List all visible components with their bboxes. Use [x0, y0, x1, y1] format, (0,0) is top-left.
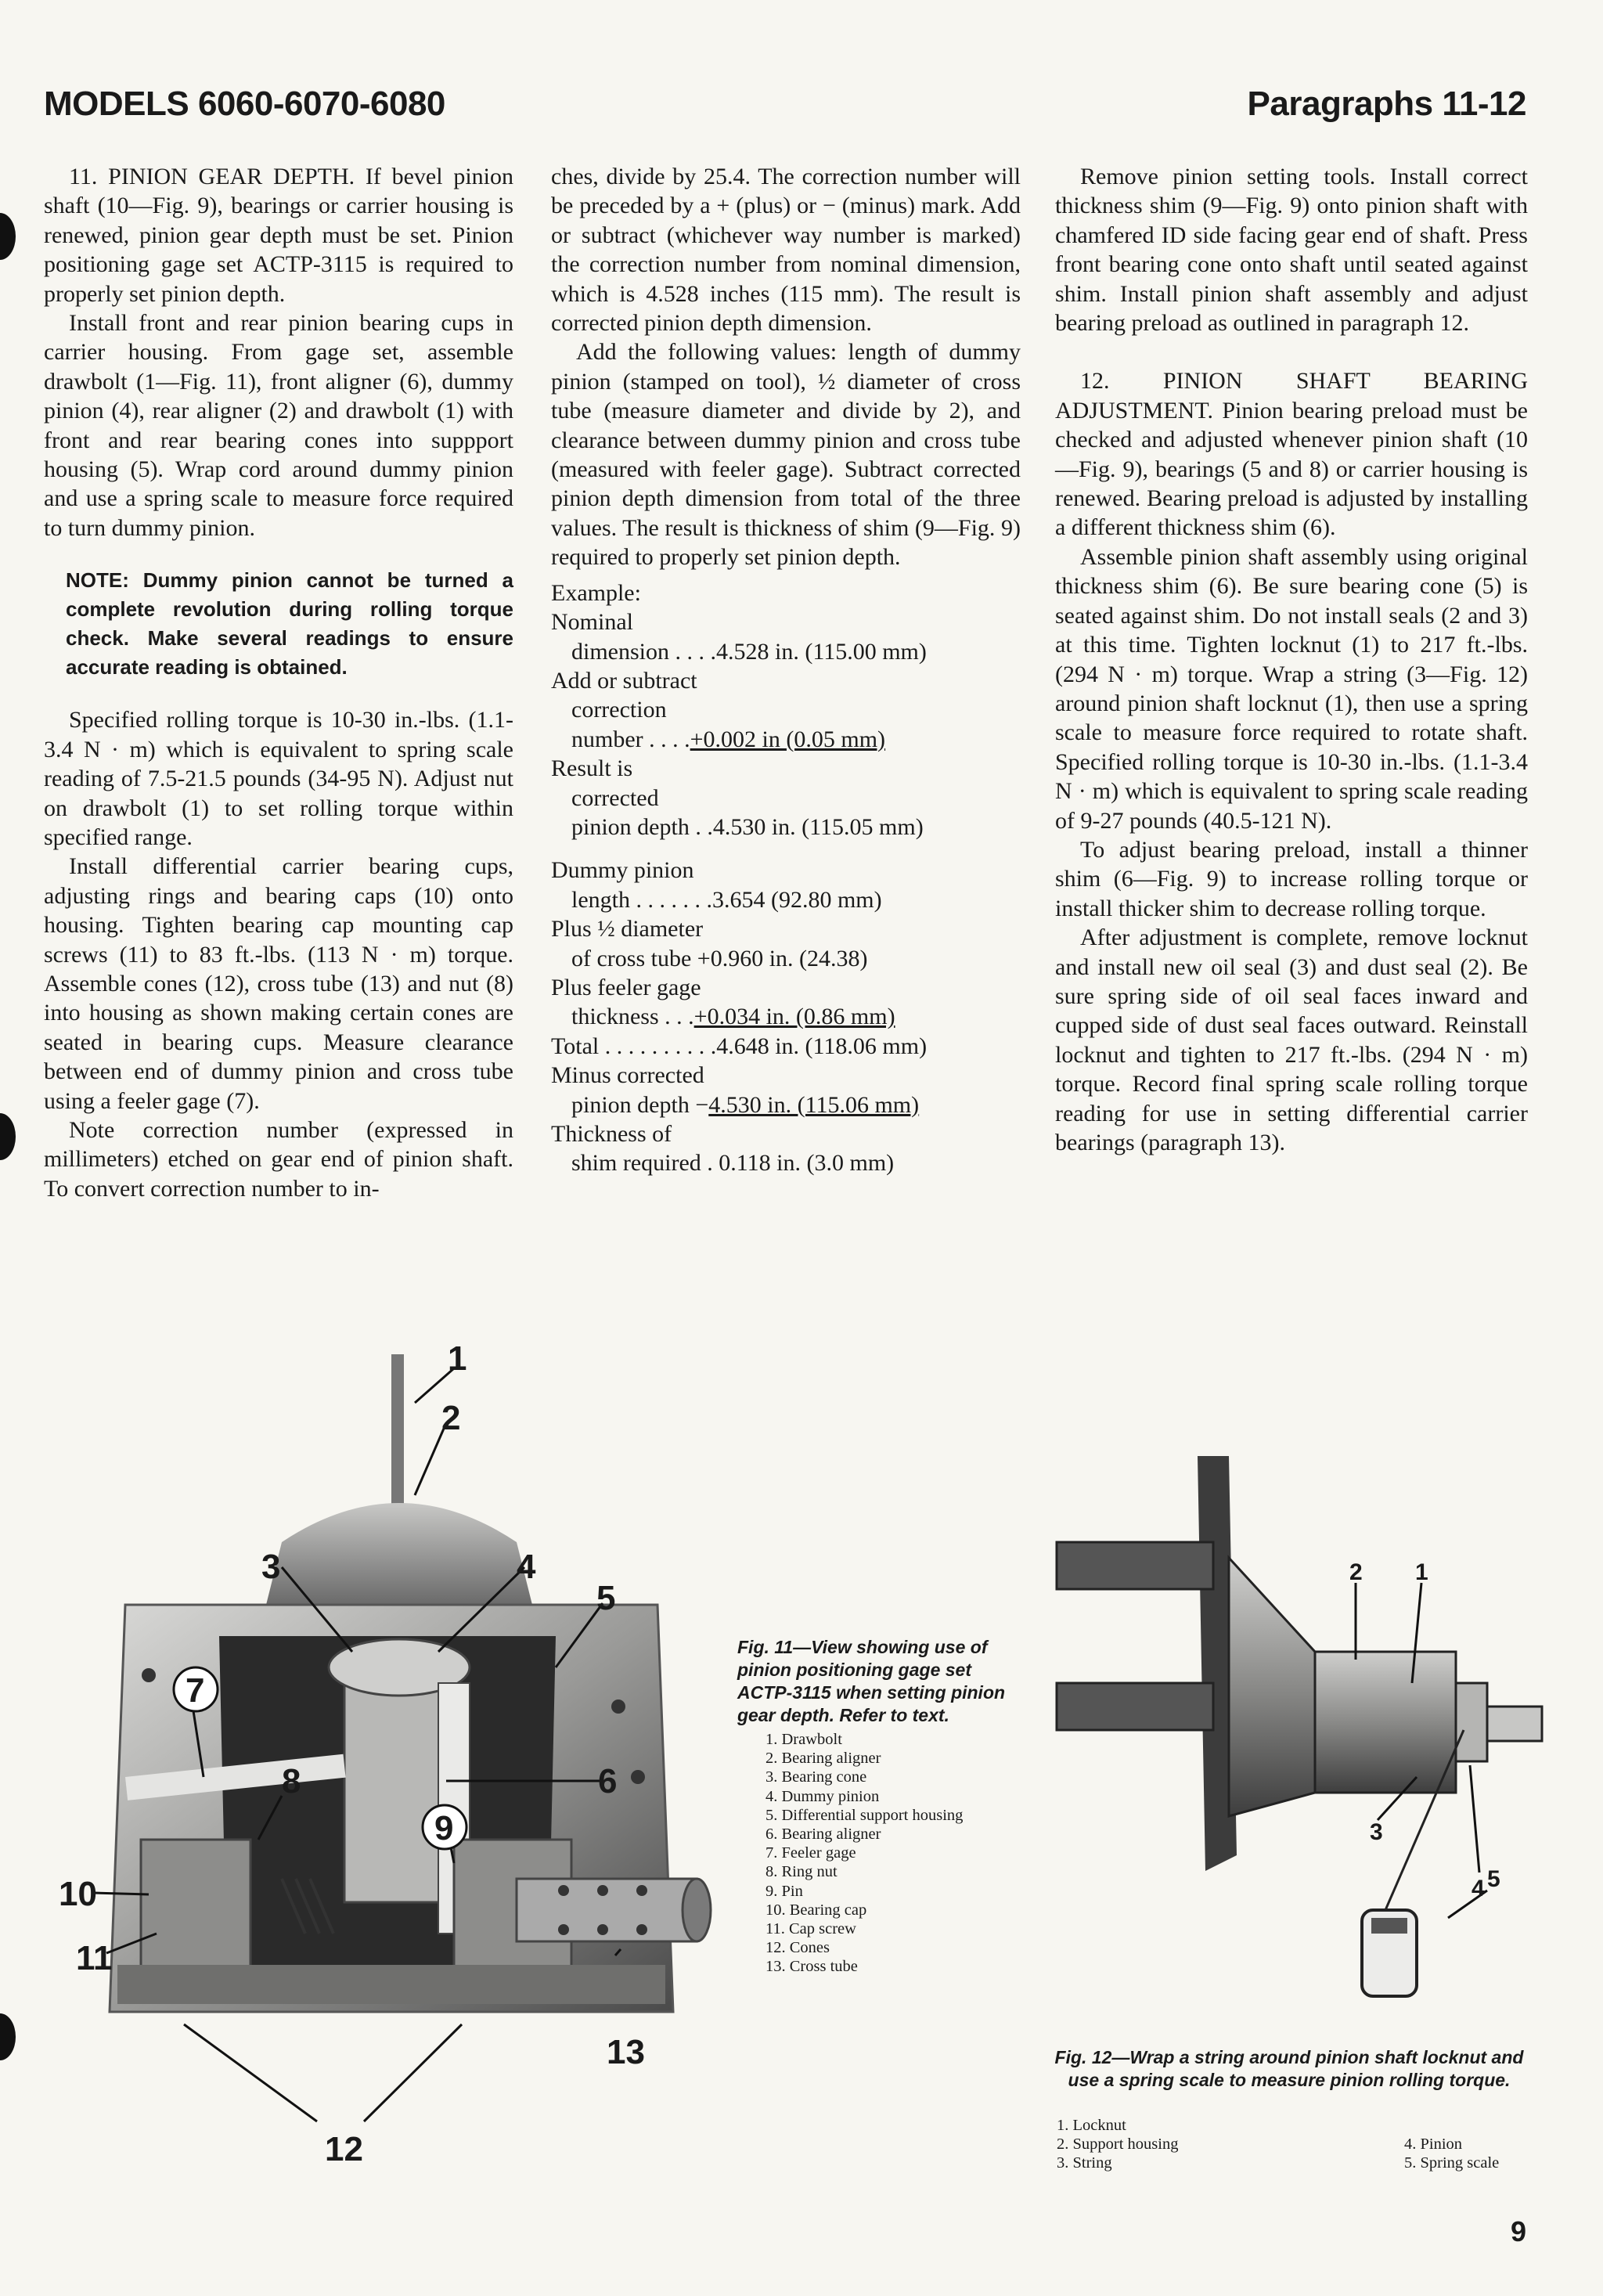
paragraph: 11. PINION GEAR DEPTH. If bevel pinion shaft (10—Fig. 9), bearings or carrier housing is renewed, pinion gear depth must be set. Pinion positioning gage set ACTP-3115 is required to properly set pinion depth. — [44, 164, 513, 307]
running-header-left: MODELS 6060-6070-6080 — [44, 85, 445, 123]
example-line: Total . . . . . . . . . .4.648 in. (118.06 mm) — [551, 1033, 928, 1059]
fig11-callout: 11 — [76, 1939, 113, 1977]
fig11-caption: Fig. 11—View showing use of pinion positioning gage set ACTP-3115 when setting pinion gear depth. Refer to text. — [737, 1637, 1006, 1725]
legend-item: 4. Pinion — [1404, 2136, 1463, 2153]
legend-item: 5. Differential support housing — [765, 1806, 964, 1824]
example-line: Dummy pinion — [551, 857, 694, 884]
legend-item: 1. Locknut — [1057, 2117, 1126, 2134]
fig11-callout: 5 — [596, 1579, 616, 1617]
example-line — [551, 1002, 1021, 1031]
example-line: of cross tube +0.960 in. (24.38) — [571, 945, 868, 971]
binder-hole — [0, 213, 16, 260]
fig11-callout: 10 — [59, 1875, 97, 1913]
legend-item: 2. Support housing — [1057, 2136, 1179, 2154]
fig12-photo — [1049, 1448, 1550, 2020]
paragraph: Install differential carrier bearing cups, adjusting rings and bearing caps (10) onto housing. Tighten bearing cap mounting cap screws (11) to 83 ft.-lbs. (113 N · m) torque. Assemble cones (12), cross tube (13) and nut (8) into housing as shown making certain cones are seated in bearing cups. Measure clearance between end of dummy pinion and cross tube using a feeler gage (7). — [44, 853, 513, 1114]
paragraph: ches, divide by 25.4. The correction number will be preceded by a + (plus) or − (minus) mark. Add or subtract (whichever way number is marked) the correction number from nominal dimension, which is 4.528 inches (115 mm). The result is corrected pinion depth dimension. — [551, 164, 1021, 337]
fig12-callout: 1 — [1415, 1559, 1428, 1585]
fig12-callout: 4 — [1472, 1876, 1485, 1901]
fig11-callout: 1 — [448, 1339, 467, 1378]
fig11-callout: 12 — [325, 2130, 363, 2168]
legend-item: 5. Spring scale — [1404, 2154, 1500, 2172]
fig12-callout: 5 — [1487, 1866, 1500, 1892]
legend-item: 8. Ring nut — [765, 1863, 838, 1881]
fig11-callout: 9 — [434, 1809, 454, 1847]
legend-item: 10. Bearing cap — [765, 1901, 867, 1919]
text-column-2 — [551, 162, 1021, 1178]
fig11-callout: 2 — [441, 1399, 461, 1437]
paragraph: Note correction number (expressed in millimeters) etched on gear end of pinion shaft. To convert correction number to in- — [44, 1116, 513, 1202]
paragraph: Add the following values: length of dummy pinion (stamped on tool), ½ diameter of cross tube (measure diameter and divide by 2), and clearance between dummy pinion and cross tube (measured with feeler gage). Subtract corrected pinion depth dimension from total of the three values. The result is thickness of shim (9—Fig. 9) required to properly set pinion depth. — [551, 339, 1021, 571]
binder-hole — [0, 1113, 16, 1160]
example-line: shim required . 0.118 in. (3.0 mm) — [571, 1150, 895, 1177]
legend-item: 2. Bearing aligner — [765, 1750, 881, 1768]
example-line — [551, 725, 1021, 754]
example-line: Plus feeler gage — [551, 974, 701, 1000]
example-underlined: 4.530 in. (115.06 mm) — [708, 1091, 920, 1118]
example-line: Thickness of — [551, 1121, 672, 1147]
note: NOTE: Dummy pinion cannot be turned a complete revolution during rolling torque check. Make several readings to ensure accurate reading is obtained. — [66, 568, 513, 679]
paragraph: Install front and rear pinion bearing cups in carrier housing. From gage set, assemble drawbolt (1—Fig. 11), front aligner (6), dummy pinion (4), rear aligner (2) and drawbolt (1) with front and rear bearing cones into suppport housing (5). Wrap cord around dummy pinion and use a spring scale to measure force required to turn dummy pinion. — [44, 310, 513, 541]
example-title: Example: — [551, 579, 641, 606]
legend-item: 1. Drawbolt — [765, 1731, 842, 1748]
legend-item: 13. Cross tube — [765, 1958, 858, 1976]
legend-item: 6. Bearing aligner — [765, 1826, 881, 1844]
example-text: thickness . . . — [571, 1004, 694, 1030]
legend-item: 7. Feeler gage — [765, 1844, 856, 1862]
legend-item: 12. Cones — [765, 1939, 830, 1957]
example-underlined: +0.002 in (0.05 mm) — [690, 726, 886, 752]
example-line — [551, 1090, 1021, 1119]
example-line: Nominal — [551, 609, 633, 636]
fig11-callout: 6 — [598, 1762, 618, 1800]
example-line: pinion depth . .4.530 in. (115.05 mm) — [571, 813, 924, 840]
legend-item: 4. Dummy pinion — [765, 1787, 880, 1805]
fig11-photo — [47, 1339, 736, 2168]
fig11-callout: 3 — [261, 1548, 281, 1586]
paragraph: Specified rolling torque is 10-30 in.-lbs. (1.1-3.4 N · m) which is equivalent to spring scale reading of 7.5-21.5 pounds (34-95 N). Adjust nut on drawbolt (1) to set rolling torque within specified range. — [44, 707, 513, 850]
fig12-caption: Fig. 12—Wrap a string around pinion shaft locknut and use a spring scale to measure pinion rolling torque. — [1054, 2047, 1524, 2090]
text-column-3 — [1055, 162, 1528, 1157]
example-line: dimension . . . .4.528 in. (115.00 mm) — [571, 638, 927, 665]
legend-item: 3. Bearing cone — [765, 1768, 867, 1786]
example-line: length . . . . . . .3.654 (92.80 mm) — [571, 886, 882, 913]
example-text: number . . . . — [571, 726, 690, 752]
binder-hole — [0, 2013, 16, 2060]
example-underlined: +0.034 in. (0.86 mm) — [693, 1004, 895, 1030]
paragraph: After adjustment is complete, remove locknut and install new oil seal (3) and dust seal (2). Be sure spring side of oil seal faces inward and cupped side of dust seal faces outward. Reinstall locknut and tighten to 217 ft.-lbs. (294 N · m) torque. Record final spring scale rolling torque reading for use in setting differential carrier bearings (paragraph 13). — [1055, 925, 1528, 1155]
paragraph: Remove pinion setting tools. Install correct thickness shim (9—Fig. 9) onto pinion shaft with chamfered ID side facing gear end of shaft. Press front bearing cone onto shaft until seated against shim. Install pinion shaft assembly and adjust bearing preload as outlined in paragraph 12. — [1055, 164, 1528, 337]
running-header-right: Paragraphs 11-12 — [1247, 85, 1526, 123]
legend-item: 11. Cap screw — [765, 1920, 856, 1938]
fig11-callout: 8 — [282, 1762, 301, 1800]
page-number: 9 — [1510, 2215, 1526, 2247]
example-calculation — [551, 579, 1021, 1178]
fig11-legend — [765, 1730, 963, 1977]
fig12-callout: 3 — [1370, 1819, 1383, 1845]
paragraph: To adjust bearing preload, install a thinner shim (6—Fig. 9) to increase rolling torque or install thicker shim to decrease rolling torque. — [1055, 836, 1528, 921]
paragraph: Assemble pinion shaft assembly using original thickness shim (6). Be sure bearing cone (5) is seated against shim. Do not install seals (2 and 3) at this time. Tighten locknut (1) to 217 ft.-lbs. (294 N · m) torque. Wrap a string (3—Fig. 12) around pinion shaft locknut (1), then use a spring scale to measure force required to rotate shaft. Specified rolling torque is 10-30 in.-lbs. (1.1-3.4 N · m) which is equivalent to spring scale reading of 9-27 pounds (40.5-121 N). — [1055, 543, 1528, 834]
fig11-callout: 4 — [517, 1548, 536, 1586]
fig12-legend-right — [1404, 2135, 1499, 2172]
example-text: pinion depth − — [571, 1091, 709, 1118]
example-line: correction — [571, 697, 667, 723]
paragraph-heading: 12. PINION SHAFT BEARING ADJUSTMENT. Pinion bearing preload must be checked and adjusted whenever pinion shaft (10—Fig. 9), bearings (5 and 8) or carrier housing is renewed. Bearing preload is adjusted by installing a different thickness shim (6). — [1055, 368, 1528, 541]
example-line: Plus ½ diameter — [551, 916, 704, 943]
legend-item: 3. String — [1057, 2154, 1112, 2172]
text-column-1 — [44, 162, 513, 1203]
fig11-callout: 13 — [607, 2033, 645, 2071]
example-line: Minus corrected — [551, 1062, 704, 1089]
example-line: Add or subtract — [551, 667, 697, 694]
fig12-legend-left — [1057, 2116, 1178, 2173]
fig11-callout: 7 — [186, 1671, 205, 1710]
example-line: corrected — [571, 784, 659, 811]
fig12-callout: 2 — [1349, 1559, 1363, 1585]
legend-item: 9. Pin — [765, 1882, 803, 1900]
example-line: Result is — [551, 755, 633, 782]
